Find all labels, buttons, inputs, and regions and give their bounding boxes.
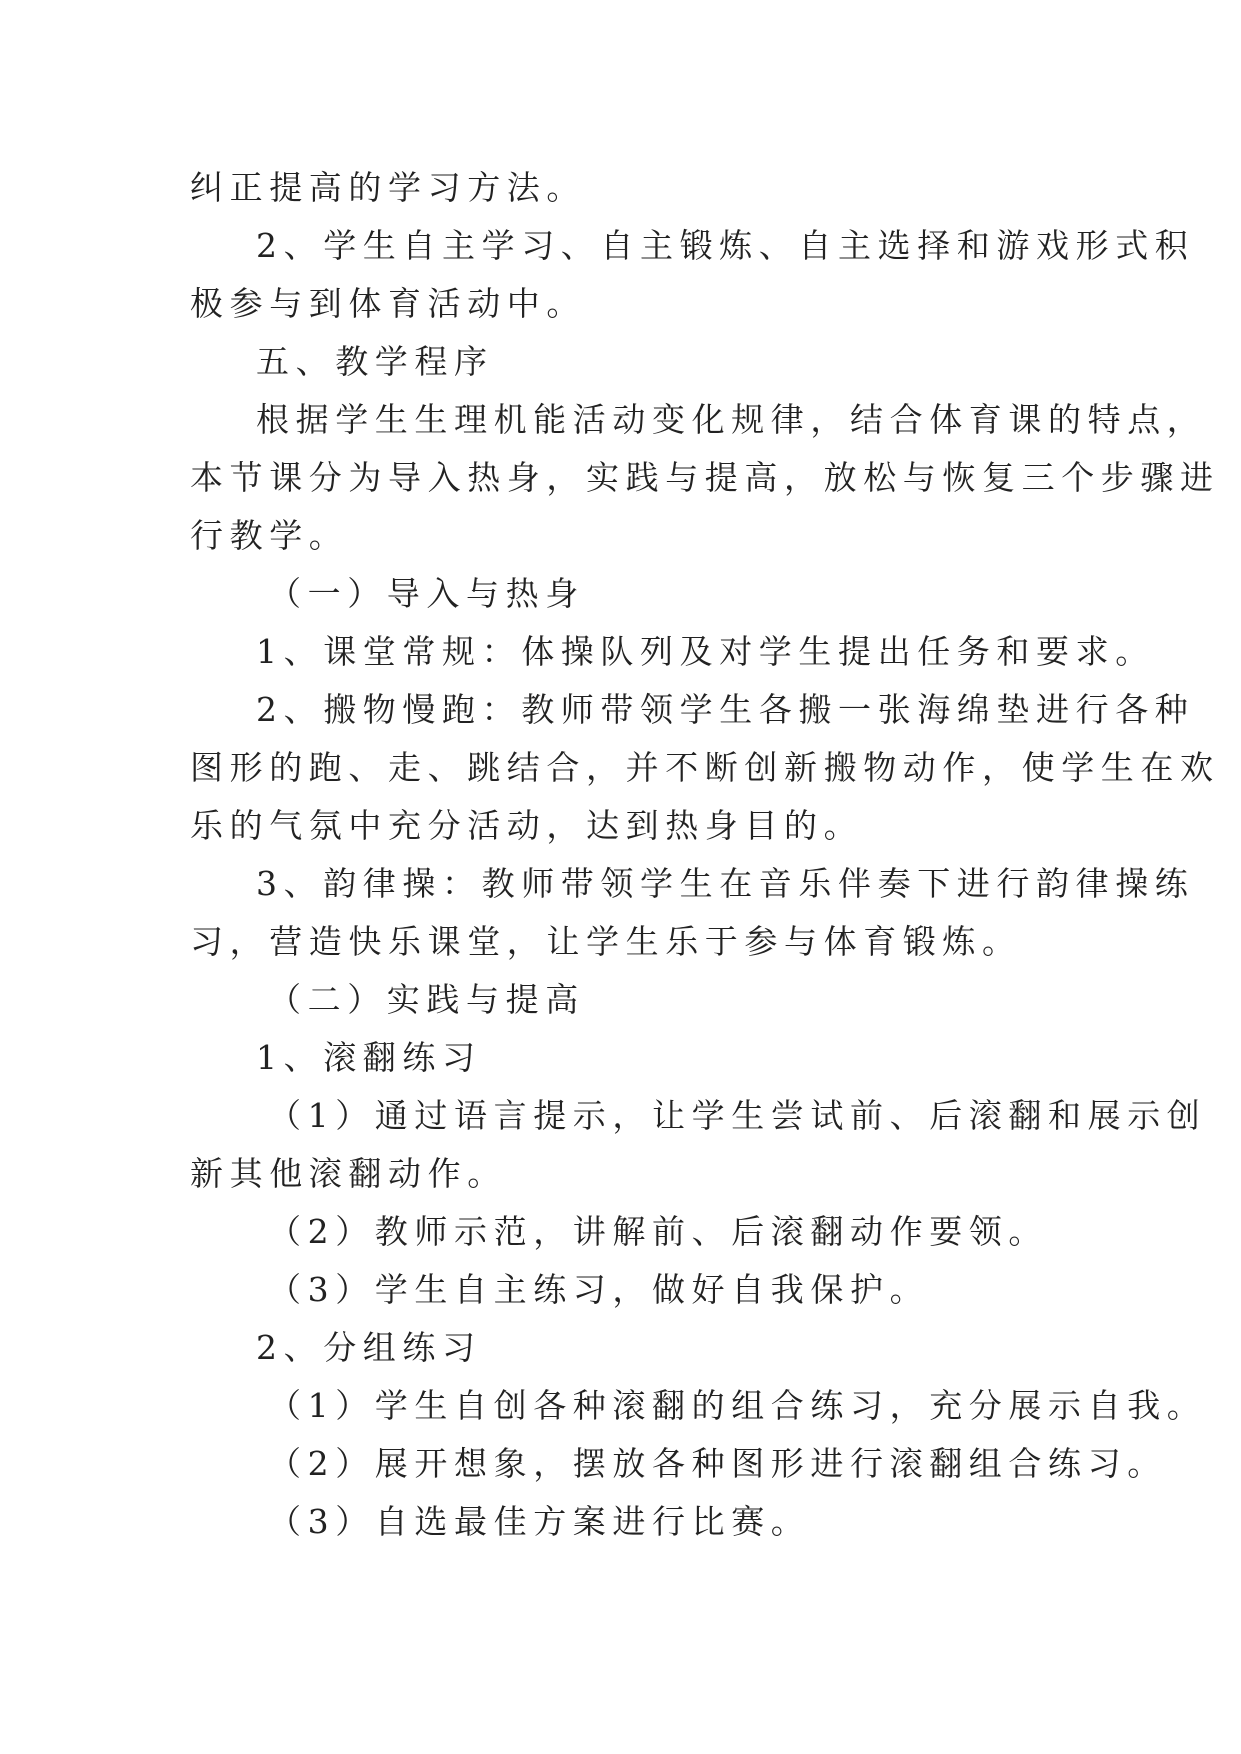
text-line: 2、搬物慢跑：教师带领学生各搬一张海绵垫进行各种 bbox=[256, 690, 1195, 729]
text-line: 1、滚翻练习 bbox=[256, 1038, 482, 1077]
text-line: 2、学生自主学习、自主锻炼、自主选择和游戏形式积 bbox=[256, 226, 1195, 265]
text-line: 乐的气氛中充分活动，达到热身目的。 bbox=[190, 806, 864, 845]
text-line: 新其他滚翻动作。 bbox=[190, 1154, 507, 1193]
text-line: 3、韵律操：教师带领学生在音乐伴奏下进行韵律操练 bbox=[256, 864, 1195, 903]
text-line: 2、分组练习 bbox=[256, 1328, 482, 1367]
section-heading: 五、教学程序 bbox=[256, 342, 494, 381]
text-line: 本节课分为导入热身，实践与提高，放松与恢复三个步骤进 bbox=[190, 458, 1220, 497]
text-line: （2）展开想象，摆放各种图形进行滚翻组合练习。 bbox=[268, 1444, 1167, 1483]
text-line: 极参与到体育活动中。 bbox=[190, 284, 586, 323]
text-line: （1）通过语言提示，让学生尝试前、后滚翻和展示创 bbox=[268, 1096, 1207, 1135]
text-line: （1）学生自创各种滚翻的组合练习，充分展示自我。 bbox=[268, 1386, 1207, 1425]
text-line: （2）教师示范，讲解前、后滚翻动作要领。 bbox=[268, 1212, 1048, 1251]
text-line: 1、课堂常规：体操队列及对学生提出任务和要求。 bbox=[256, 632, 1155, 671]
text-line: 习，营造快乐课堂，让学生乐于参与体育锻炼。 bbox=[190, 922, 1022, 961]
text-line: 纠正提高的学习方法。 bbox=[190, 168, 586, 207]
text-line: 图形的跑、走、跳结合，并不断创新搬物动作，使学生在欢 bbox=[190, 748, 1220, 787]
text-line: （3）自选最佳方案进行比赛。 bbox=[268, 1502, 811, 1541]
text-line: 根据学生生理机能活动变化规律，结合体育课的特点， bbox=[256, 400, 1207, 439]
text-line: （3）学生自主练习，做好自我保护。 bbox=[268, 1270, 930, 1309]
subsection-heading: （二）实践与提高 bbox=[268, 980, 585, 1019]
subsection-heading: （一）导入与热身 bbox=[268, 574, 585, 613]
text-line: 行教学。 bbox=[190, 516, 349, 555]
